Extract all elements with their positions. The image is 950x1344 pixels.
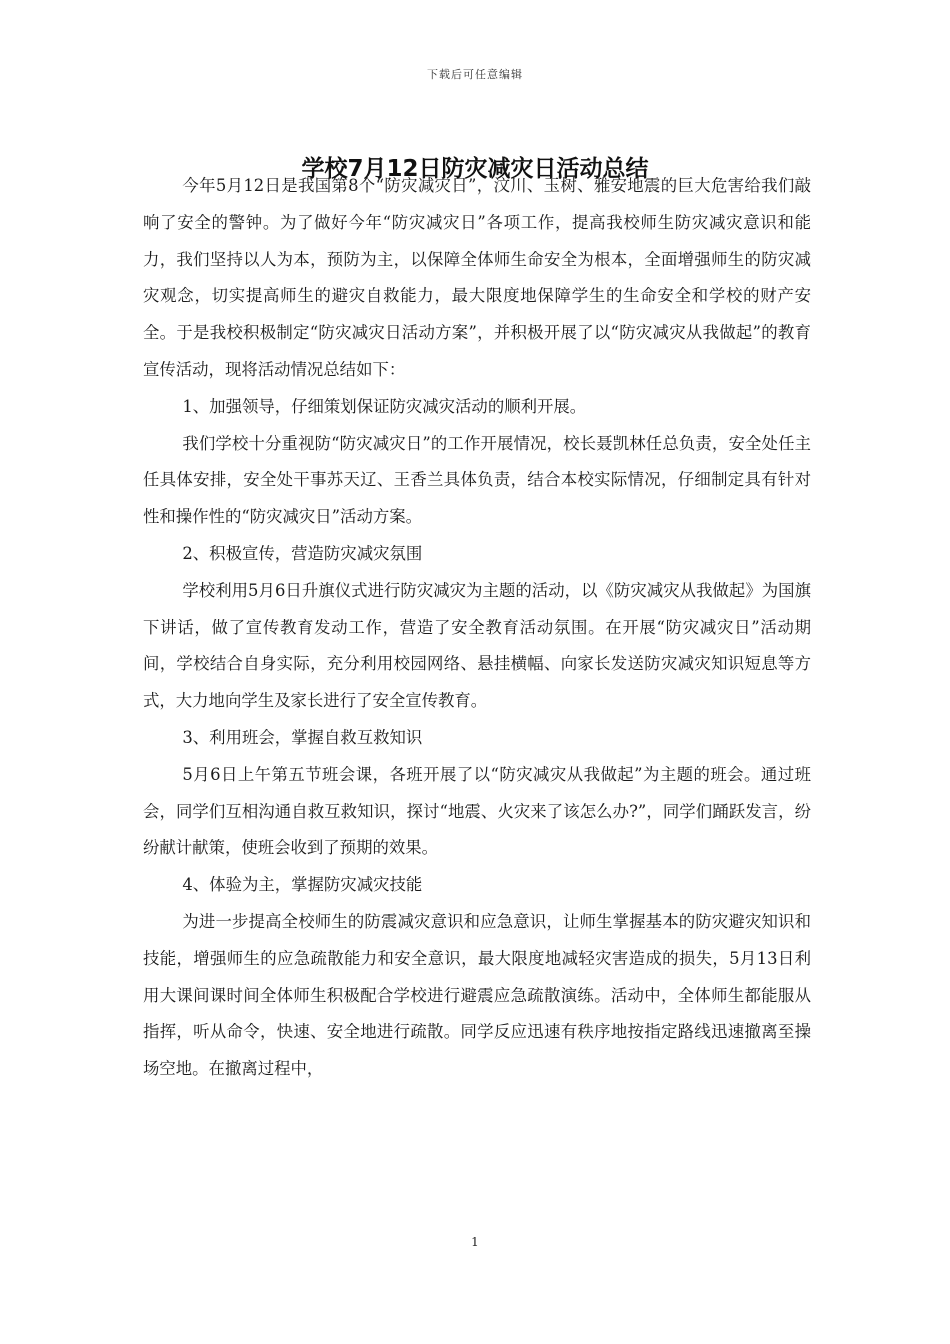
paragraph-section-4: 为进一步提高全校师生的防震减灾意识和应急意识，让师生掌握基本的防灾避灾知识和技能，增强师生的应急疏散能力和安全意识，最大限度地减轻灾害造成的损失，5月13日利用大课间课时间全体师生积极配合学校进行避震应急疏散演练。活动中，全体师生都能服从指挥，听从命令，快速、安全地进行疏散。同学反应迅速有秩序地按指定路线迅速撤离至操场空地。在撤离过程中， xyxy=(143,911,811,1079)
paragraph-section-1: 我们学校十分重视防“防灾减灾日”的工作开展情况，校长聂凯林任总负责，安全处任主任具体安排，安全处干事苏天辽、王香兰具体负责，结合本校实际情况，仔细制定具有针对性和操作性的“防灾减灾日”活动方案。 xyxy=(143,433,811,527)
paragraph-section-2: 学校利用5月6日升旗仪式进行防灾减灾为主题的活动，以《防灾减灾从我做起》为国旗下讲话，做了宣传教育发动工作，营造了安全教育活动氛围。在开展“防灾减灾日”活动期间，学校结合自身实际，充分利用校园网络、悬挂横幅、向家长发送防灾减灾知识短息等方式，大力地向学生及家长进行了安全宣传教育。 xyxy=(143,580,811,711)
paragraph-section-3: 5月6日上午第五节班会课，各班开展了以“防灾减灾从我做起”为主题的班会。通过班会，同学们互相沟通自救互救知识，探讨“地震、火灾来了该怎么办?”，同学们踊跃发言，纷纷献计献策，使班会收到了预期的效果。 xyxy=(143,764,811,858)
section-heading-4: 4、体验为主，掌握防灾减灾技能 xyxy=(182,875,423,895)
paragraph-intro: 今年5月12日是我国第8个“防灾减灾日”，汶川、玉树、雅安地震的巨大危害给我们敲响了安全的警钟。为了做好今年“防灾减灾日”各项工作，提高我校师生防灾减灾意识和能力，我们坚持以人为本，预防为主，以保障全体师生命安全为根本，全面增强师生的防灾减灾观念，切实提高师生的避灾自救能力，最大限度地保障学生的生命安全和学校的财产安全。于是我校积极制定“防灾减灾日活动方案”，并积极开展了以“防灾减灾从我做起”的教育宣传活动，现将活动情况总结如下： xyxy=(143,176,811,379)
section-heading-1: 1、加强领导，仔细策划保证防灾减灾活动的顺利开展。 xyxy=(182,396,587,416)
page-number: 1 xyxy=(471,1235,479,1249)
section-heading-2: 2、积极宣传，营造防灾减灾氛围 xyxy=(182,543,423,563)
document-title: 学校7月12日防灾减灾日活动总结 xyxy=(301,156,649,182)
section-heading-3: 3、利用班会，掌握自救互救知识 xyxy=(182,727,423,747)
header-note: 下载后可任意编辑 xyxy=(427,68,523,81)
document-body xyxy=(143,168,811,1088)
